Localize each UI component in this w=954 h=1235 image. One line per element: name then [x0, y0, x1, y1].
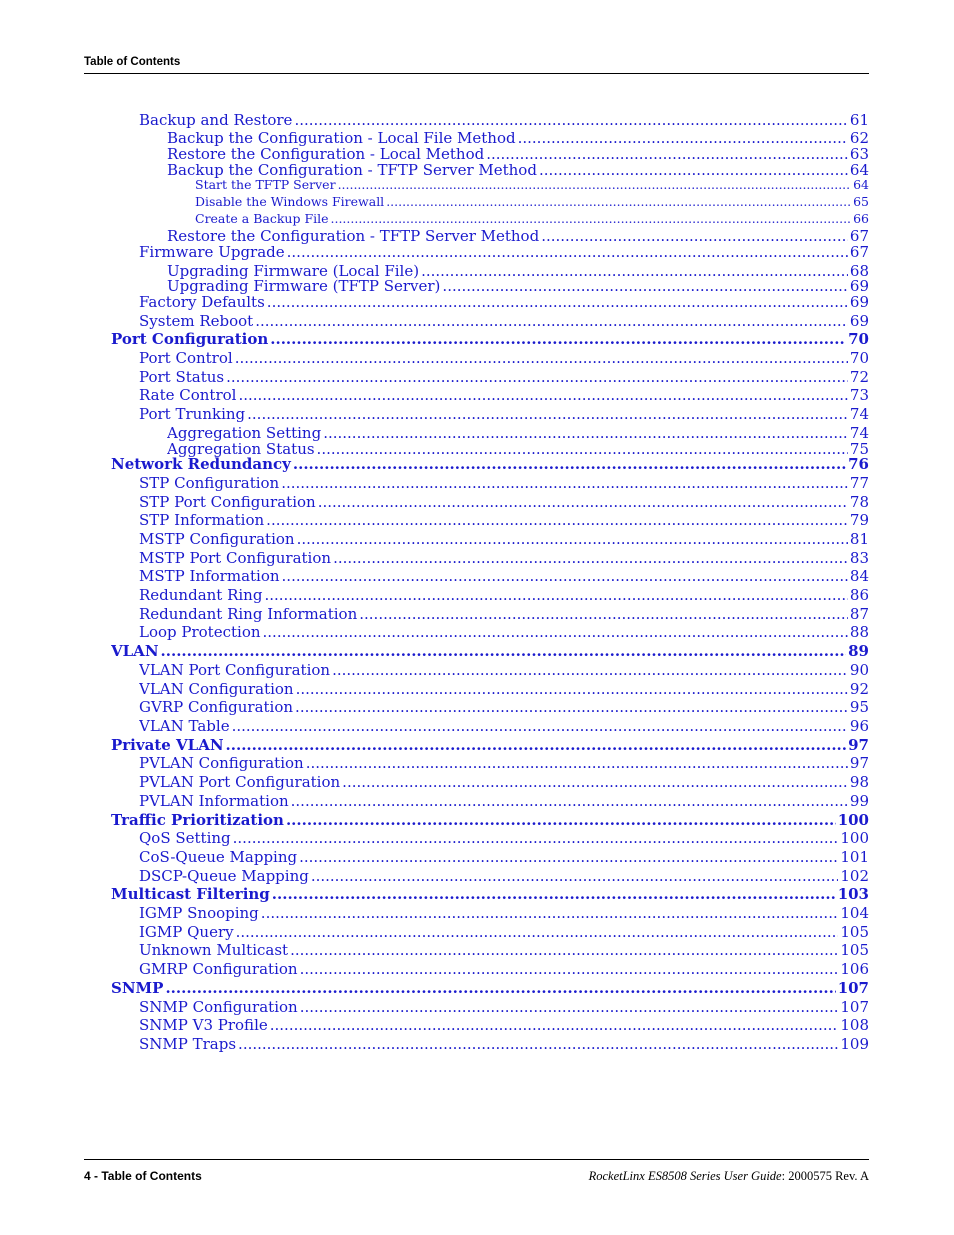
dot-leader [235, 349, 848, 367]
dot-leader [266, 511, 848, 529]
toc-entry-unknown-multicast[interactable]: Unknown Multicast ..... 105 [139, 941, 869, 959]
toc-entry-gmrp-configuration[interactable]: GMRP Configuration ..... 106 [139, 960, 869, 978]
toc-entry-qos-setting[interactable]: QoS Setting ..... 100 [139, 829, 869, 847]
dot-leader [270, 1016, 839, 1034]
toc-entry-port-control[interactable]: Port Control ..... 70 [139, 349, 869, 367]
dot-leader [272, 885, 836, 903]
toc-entry-mstp-port-configuration[interactable]: MSTP Port Configuration ..... 83 [139, 549, 869, 567]
toc-entry-start-tftp-server[interactable]: Start the TFTP Server ..... 64 [195, 177, 869, 192]
dot-leader [293, 455, 846, 473]
dot-leader [255, 312, 848, 330]
toc-entry-firmware-upgrade[interactable]: Firmware Upgrade ..... 67 [139, 243, 869, 261]
document-title-footer [589, 1169, 869, 1184]
toc-entry-snmp[interactable]: SNMP ..... 107 [111, 979, 869, 997]
dot-leader [332, 661, 848, 679]
toc-entry-mstp-information[interactable]: MSTP Information ..... 84 [139, 567, 869, 585]
dot-leader [267, 293, 848, 311]
dot-leader [290, 941, 838, 959]
toc-entry-port-configuration[interactable]: Port Configuration ..... 70 [111, 330, 869, 348]
toc-entry-igmp-query[interactable]: IGMP Query ..... 105 [139, 923, 869, 941]
toc-entry-pvlan-information[interactable]: PVLAN Information ..... 99 [139, 792, 869, 810]
dot-leader [318, 493, 848, 511]
toc-entry-traffic-prioritization[interactable]: Traffic Prioritization ..... 100 [111, 811, 869, 829]
dot-leader [261, 904, 839, 922]
dot-leader [295, 698, 848, 716]
toc-entry-factory-defaults[interactable]: Factory Defaults ..... 69 [139, 293, 869, 311]
toc-entry-upgrade-local-file[interactable]: Upgrading Firmware (Local File) ..... 68 [167, 262, 869, 280]
dot-leader [342, 773, 848, 791]
dot-leader [263, 623, 848, 641]
toc-entry-aggregation-status[interactable]: Aggregation Status ..... 75 [167, 440, 869, 458]
toc-entry-pvlan-configuration[interactable]: PVLAN Configuration ..... 97 [139, 754, 869, 772]
dot-leader [359, 605, 848, 623]
dot-leader [270, 330, 846, 348]
toc-entry-snmp-v3-profile[interactable]: SNMP V3 Profile ..... 108 [139, 1016, 869, 1034]
dot-leader [238, 386, 847, 404]
dot-leader [165, 979, 835, 997]
dot-leader [282, 567, 848, 585]
toc-entry-vlan[interactable]: VLAN ..... 89 [111, 642, 869, 660]
dot-leader [161, 642, 847, 660]
dot-leader [331, 211, 852, 226]
toc-entry-loop-protection[interactable]: Loop Protection ..... 88 [139, 623, 869, 641]
toc-entry-port-status[interactable]: Port Status ..... 72 [139, 368, 869, 386]
dot-leader [300, 960, 839, 978]
dot-leader [311, 867, 839, 885]
toc-entry-vlan-configuration[interactable]: VLAN Configuration ..... 92 [139, 680, 869, 698]
toc-entry-dscp-queue-mapping[interactable]: DSCP-Queue Mapping ..... 102 [139, 867, 869, 885]
toc-entry-network-redundancy[interactable]: Network Redundancy ..... 76 [111, 455, 869, 473]
dot-leader [238, 1035, 838, 1053]
toc-entry-create-backup-file[interactable]: Create a Backup File ..... 66 [195, 211, 869, 226]
toc-entry-igmp-snooping[interactable]: IGMP Snooping ..... 104 [139, 904, 869, 922]
dot-leader [281, 474, 848, 492]
toc-entry-backup-and-restore[interactable]: Backup and Restore ..... 61 [139, 111, 869, 129]
dot-leader [232, 717, 848, 735]
toc-entry-aggregation-setting[interactable]: Aggregation Setting ..... 74 [167, 424, 869, 442]
dot-leader [287, 243, 848, 261]
dot-leader [306, 754, 848, 772]
dot-leader [300, 998, 839, 1016]
toc-entry-upgrade-tftp-server[interactable]: Upgrading Firmware (TFTP Server) ..... 69 [167, 277, 869, 295]
toc-entry-redundant-ring-information[interactable]: Redundant Ring Information ..... 87 [139, 605, 869, 623]
dot-leader [226, 368, 848, 386]
dot-leader [386, 194, 851, 209]
dot-leader [294, 111, 847, 129]
toc-entry-restore-tftp[interactable]: Restore the Configuration - TFTP Server Method ..... 67 [167, 227, 869, 245]
toc-entry-backup-local-file[interactable]: Backup the Configuration - Local File Method ..... 62 [167, 129, 869, 147]
footer-divider [84, 1159, 869, 1160]
toc-entry-restore-local[interactable]: Restore the Configuration - Local Method ..... 63 [167, 145, 869, 163]
toc-entry-stp-information[interactable]: STP Information ..... 79 [139, 511, 869, 529]
dot-leader [333, 549, 848, 567]
dot-leader [233, 829, 839, 847]
toc-entry-snmp-configuration[interactable]: SNMP Configuration ..... 107 [139, 998, 869, 1016]
toc-entry-system-reboot[interactable]: System Reboot ..... 69 [139, 312, 869, 330]
product-name: RocketLinx ES8508 Series User Guide [588, 1169, 782, 1183]
toc-entry-vlan-table[interactable]: VLAN Table ..... 96 [139, 717, 869, 735]
document-number: : 2000575 Rev. A [781, 1169, 869, 1183]
dot-leader [286, 811, 836, 829]
page-number-footer: 4 - Table of Contents [84, 1169, 202, 1183]
toc-entry-multicast-filtering[interactable]: Multicast Filtering ..... 103 [111, 885, 869, 903]
toc-entry-cos-queue-mapping[interactable]: CoS-Queue Mapping ..... 101 [139, 848, 869, 866]
dot-leader [264, 586, 847, 604]
toc-entry-stp-configuration[interactable]: STP Configuration ..... 77 [139, 474, 869, 492]
dot-leader [291, 792, 848, 810]
toc-entry-snmp-traps[interactable]: SNMP Traps ..... 109 [139, 1035, 869, 1053]
running-header: Table of Contents [84, 56, 181, 68]
toc-entry-private-vlan[interactable]: Private VLAN ..... 97 [111, 736, 869, 754]
toc-entry-stp-port-configuration[interactable]: STP Port Configuration ..... 78 [139, 493, 869, 511]
toc-entry-pvlan-port-configuration[interactable]: PVLAN Port Configuration ..... 98 [139, 773, 869, 791]
dot-leader [247, 405, 848, 423]
toc-entry-disable-windows-firewall[interactable]: Disable the Windows Firewall ..... 65 [195, 194, 869, 209]
toc-entry-rate-control[interactable]: Rate Control ..... 73 [139, 386, 869, 404]
dot-leader [236, 923, 839, 941]
dot-leader [297, 530, 848, 548]
toc-entry-redundant-ring[interactable]: Redundant Ring ..... 86 [139, 586, 869, 604]
dot-leader [299, 848, 838, 866]
dot-leader [338, 177, 852, 192]
toc-entry-backup-tftp[interactable]: Backup the Configuration - TFTP Server Method ..... 64 [167, 161, 869, 179]
toc-entry-vlan-port-configuration[interactable]: VLAN Port Configuration ..... 90 [139, 661, 869, 679]
header-divider [84, 73, 869, 74]
toc-entry-mstp-configuration[interactable]: MSTP Configuration ..... 81 [139, 530, 869, 548]
toc-entry-gvrp-configuration[interactable]: GVRP Configuration ..... 95 [139, 698, 869, 716]
toc-entry-port-trunking[interactable]: Port Trunking ..... 74 [139, 405, 869, 423]
dot-leader [226, 736, 847, 754]
dot-leader [296, 680, 848, 698]
